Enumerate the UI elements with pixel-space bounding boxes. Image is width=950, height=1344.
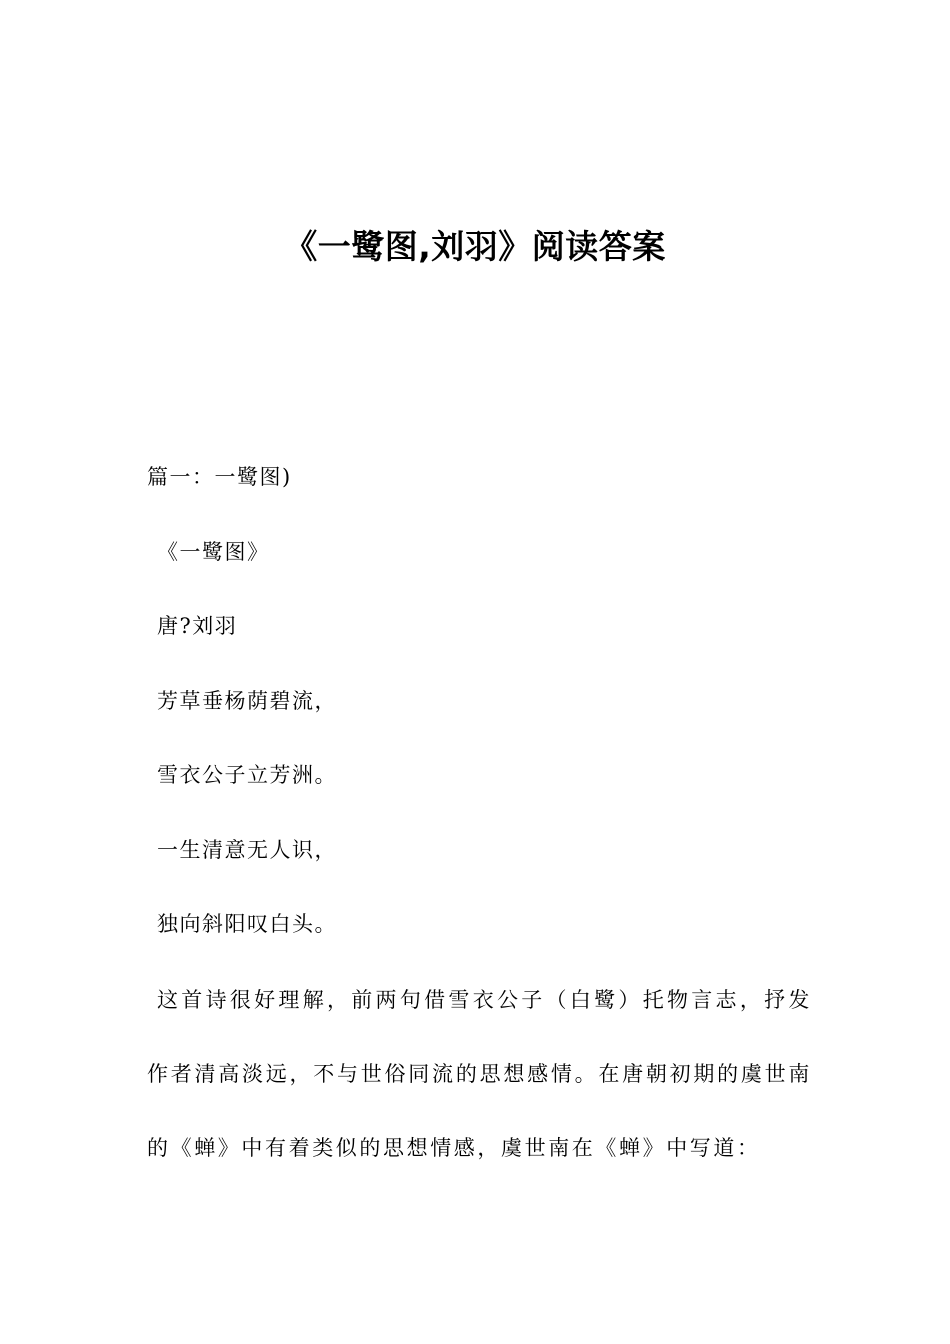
poem-line: 独向斜阳叹白头。 xyxy=(157,912,337,936)
poem-title: 《一鹭图》 xyxy=(157,540,270,564)
poem-author: 唐?刘羽 xyxy=(157,614,238,638)
poem-line: 雪衣公子立芳洲。 xyxy=(157,763,337,787)
poem-line: 一生清意无人识， xyxy=(157,838,337,862)
poem-line: 芳草垂杨荫碧流， xyxy=(157,689,337,713)
section-heading: 篇一：一鹭图) xyxy=(147,465,292,489)
document-title: 《一鹭图,刘羽》阅读答案 xyxy=(284,227,666,266)
body-paragraph: 这首诗很好理解，前两句借雪衣公子（白鹭）托物言志，抒发作者清高淡远，不与世俗同流的思想感情。在唐朝初期的虞世南的《蝉》中有着类似的思想情感，虞世南在《蝉》中写道： xyxy=(147,988,812,1160)
